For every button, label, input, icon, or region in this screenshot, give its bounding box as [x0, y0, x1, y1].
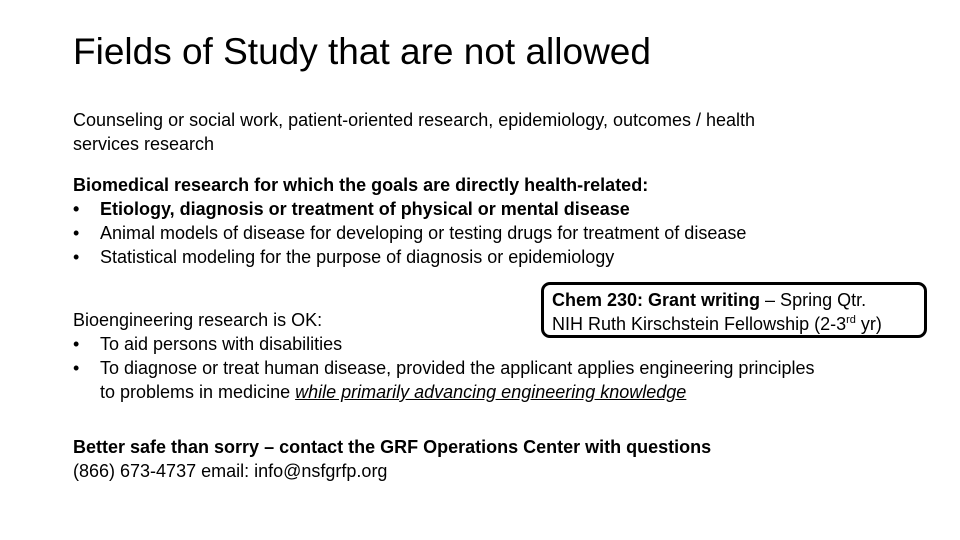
emphasis-text: while primarily advancing engineering knowledge — [295, 382, 687, 402]
bullet-dot: • — [73, 358, 80, 378]
disallowed-fields-line-2: services research — [73, 134, 215, 154]
callout-line-2 — [552, 312, 924, 336]
bullet-item — [73, 197, 746, 221]
callout-fellowship-end: yr) — [855, 314, 882, 334]
callout-fellowship-text: NIH Ruth Kirschstein Fellowship (2-3 — [552, 314, 847, 334]
contact-heading: Better safe than sorry – contact the GRF Operations Center with questions — [73, 437, 712, 457]
contact-details: (866) 673-4737 email: info@nsfgrfp.org — [73, 461, 388, 481]
disallowed-fields-line-1: Counseling or social work, patient-oriented research, epidemiology, outcomes / health — [73, 110, 756, 130]
callout-line-1 — [552, 288, 924, 312]
bioengineering-heading: Bioengineering research is OK: — [73, 310, 323, 330]
bullet-dot: • — [73, 334, 80, 354]
contact-section — [73, 435, 711, 483]
callout-course-name: Chem 230: Grant writing — [552, 290, 761, 310]
bullet-text: Animal models of disease for developing or testing drugs for treatment of disease — [100, 223, 747, 243]
biomedical-research-section — [73, 173, 746, 269]
bullet-text: Statistical modeling for the purpose of diagnosis or epidemiology — [100, 247, 615, 267]
bullet-text: To diagnose or treat human disease, provided the applicant applies engineering principles — [100, 358, 815, 378]
slide-title: Fields of Study that are not allowed — [73, 31, 651, 72]
bullet-dot: • — [73, 247, 80, 267]
bullet-dot: • — [73, 223, 80, 243]
callout-term: – Spring Qtr. — [760, 290, 867, 310]
bullet-item — [73, 221, 746, 245]
disallowed-fields-paragraph — [73, 108, 755, 156]
biomedical-heading: Biomedical research for which the goals are directly health-related: — [73, 175, 649, 195]
bullet-dot: • — [73, 199, 80, 219]
bullet-item — [73, 356, 814, 380]
bullet-continuation — [73, 380, 814, 404]
bullet-text: To aid persons with disabilities — [100, 334, 343, 354]
bullet-text: Etiology, diagnosis or treatment of physical or mental disease — [100, 199, 630, 219]
bullet-item — [73, 245, 746, 269]
course-callout-box — [541, 282, 927, 338]
continuation-text: to problems in medicine — [100, 382, 296, 402]
callout-superscript: rd — [846, 314, 856, 326]
